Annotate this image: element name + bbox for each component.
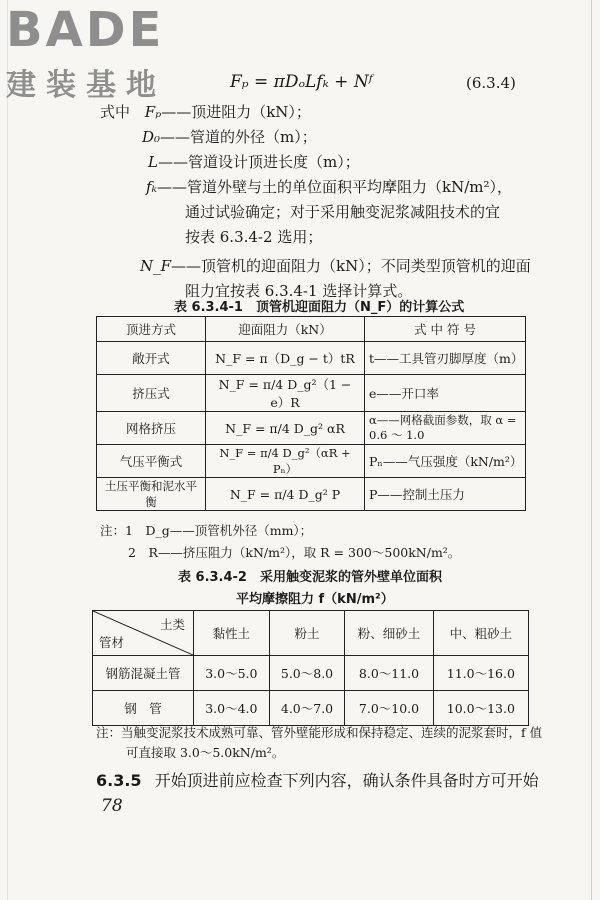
- table-cell-method: 土压平衡和泥水平衡: [97, 478, 206, 511]
- table-cell-material: 钢 管: [93, 691, 194, 726]
- table-cell-symbol: e——开口率: [365, 375, 526, 412]
- definition-continuation: 通过试验确定；对于采用触变泥浆减阻技术的宜: [185, 203, 501, 221]
- table-header-cell: 顶进方式: [97, 317, 206, 342]
- definition-continuation: 阻力宜按表 6.3.4-1 选择计算式。: [185, 282, 413, 300]
- table-row: [93, 656, 529, 691]
- table-cell-value: 5.0～8.0: [269, 656, 345, 691]
- table-header-cell: 中、粗砂土: [433, 611, 528, 656]
- definition-list: [100, 100, 531, 304]
- table-cell-symbol: α——网格截面参数，取 α = 0.6 ～ 1.0: [365, 412, 526, 445]
- table-cell-method: 挤压式: [97, 375, 206, 412]
- table-cell-symbol: Pₙ——气压强度（kN/m²）: [365, 445, 526, 478]
- table2-note-line2: 可直接取 3.0～5.0kN/m²。: [126, 745, 285, 760]
- table2-friction-resistance: [92, 610, 529, 726]
- definition-fk: [100, 175, 531, 200]
- table-cell-value: 3.0～5.0: [194, 656, 270, 691]
- watermark-brand: BADE: [6, 2, 165, 58]
- table-header-row: [93, 611, 529, 656]
- table2-caption-line1: 表 6.3.4-2 采用触变泥浆的管外壁单位面积: [178, 570, 442, 585]
- definition-symbol: fₖ: [146, 178, 158, 196]
- definition-text: ——管道设计顶进长度（m）；: [157, 153, 360, 171]
- formula-number: (6.3.4): [466, 74, 516, 92]
- table-cell-value: 4.0～7.0: [269, 691, 345, 726]
- table-cell-formula: N_F = π（D_g − t）tR: [206, 342, 365, 375]
- table2-caption-line2: 平均摩擦阻力 f（kN/m²）: [236, 592, 394, 607]
- page-number: 78: [101, 796, 123, 816]
- page-edge-right: [591, 0, 592, 900]
- table-row: [97, 478, 526, 511]
- table-header-cell: 黏性土: [194, 611, 270, 656]
- table-row: [93, 691, 529, 726]
- definition-symbol: L: [148, 153, 158, 171]
- table-cell-value: 3.0～4.0: [194, 691, 270, 726]
- formula-main: Fₚ = πDₒLfₖ + Nᶠ: [230, 72, 373, 92]
- table-cell-formula: N_F = π/4 D_g²（1 − e）R: [206, 375, 365, 412]
- definition-text: ——顶管机的迎面阻力（kN）；不同类型顶管机的迎面: [171, 257, 531, 275]
- definition-l: [100, 150, 531, 175]
- table-cell-value: 8.0～11.0: [345, 656, 433, 691]
- table1-headfacing-resistance: [96, 316, 526, 511]
- definition-text: ——管道的外径（m）；: [160, 128, 317, 146]
- table-header-cell: 粉土: [269, 611, 345, 656]
- table-row: [97, 445, 526, 478]
- definition-symbol: N_F: [140, 257, 172, 275]
- definition-prefix: 式中: [100, 103, 131, 121]
- table-cell-value: 10.0～13.0: [433, 691, 528, 726]
- table-row: [97, 375, 526, 412]
- table-cell-formula: N_F = π/4 D_g²（αR + Pₙ）: [206, 445, 365, 478]
- table-corner-cell: [93, 611, 194, 656]
- section-number: 6.3.5: [96, 771, 142, 790]
- table-header-cell: 式 中 符 号: [365, 317, 526, 342]
- watermark-logo: [6, 2, 166, 104]
- table1-caption: 表 6.3.4-1 顶管机迎面阻力（N_F）的计算公式: [174, 300, 465, 315]
- table-cell-method: 敞开式: [97, 342, 206, 375]
- table-cell-value: 7.0～10.0: [345, 691, 433, 726]
- table-cell-symbol: t——工具管刃脚厚度（m）: [365, 342, 526, 375]
- definition-do: [100, 125, 531, 150]
- table-cell-formula: N_F = π/4 D_g² P: [206, 478, 365, 511]
- table-cell-symbol: P——控制土压力: [365, 478, 526, 511]
- table-row: [97, 342, 526, 375]
- table-header-cell: 迎面阻力（kN）: [206, 317, 365, 342]
- table-header-cell: 粉、细砂土: [345, 611, 433, 656]
- watermark-subtitle: 建装基地: [6, 68, 166, 103]
- page-edge-left: [7, 0, 8, 900]
- corner-top-label: 土类: [159, 617, 185, 632]
- table2-note-line1: 注：当触变泥浆技术成熟可靠、管外壁能形成和保持稳定、连续的泥浆套时，f 值: [96, 725, 543, 740]
- definition-continuation: 按表 6.3.4-2 选用；: [185, 228, 323, 246]
- definition-symbol: Fₚ: [144, 103, 162, 121]
- definition-nf: [100, 254, 531, 279]
- table-row: [97, 412, 526, 445]
- table-cell-method: 网格挤压: [97, 412, 206, 445]
- corner-bottom-label: 管材: [99, 635, 125, 650]
- table-cell-formula: N_F = π/4 D_g² αR: [206, 412, 365, 445]
- table-cell-material: 钢筋混凝土管: [93, 656, 194, 691]
- table1-note-1: 注：1 D_g——顶管机外径（mm）；: [100, 523, 313, 538]
- section-6-3-5: [96, 768, 539, 791]
- table-header-row: [97, 317, 526, 342]
- definition-symbol: D₀: [142, 128, 161, 146]
- table-cell-method: 气压平衡式: [97, 445, 206, 478]
- definition-text: ——管道外壁与土的单位面积平均摩阻力（kN/m²），: [157, 178, 513, 196]
- section-text: 开始顶进前应检查下列内容，确认条件具备时方可开始: [154, 771, 539, 790]
- definition-fp: [100, 100, 531, 125]
- definition-text: ——顶进阻力（kN）；: [161, 103, 311, 121]
- table1-note-2: 2 R——挤压阻力（kN/m²），取 R = 300～500kN/m²。: [128, 545, 461, 560]
- table-cell-value: 11.0～16.0: [433, 656, 528, 691]
